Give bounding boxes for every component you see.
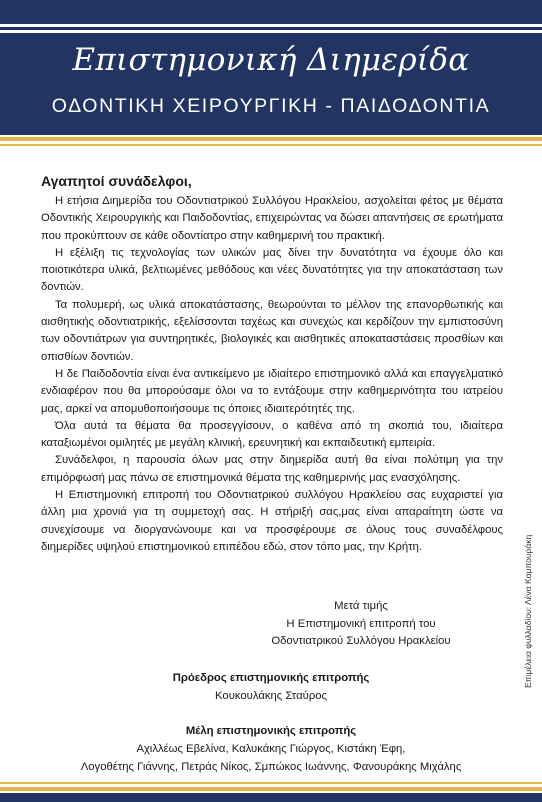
gold-divider-bottom [0, 780, 542, 802]
closing-signature [232, 598, 490, 651]
president-heading: Πρόεδρος επιστημονικής επιτροπής [172, 672, 370, 684]
header-stripe [0, 24, 542, 33]
paragraph: Η ετήσια Διημερίδα του Οδοντιατρικού Συλλόγου Ηρακλείου, ασχολείται φέτος με θέματα Οδοντικής Χειρουργικής και Παιδοδοντίας, επιχειρώντας να δώσει απαντήσεις σε ερωτήματα που προκύπτουν σε κάθε οδοντίατρο στην καθημερινή του πρακτική. [41, 195, 503, 242]
gold-divider-top [0, 130, 542, 156]
greeting: Αγαπητοί συνάδελφοι, [41, 173, 192, 189]
president-section [0, 669, 542, 705]
members-section [0, 722, 542, 776]
members-line: Λογοθέτης Γιάννης, Πετράς Νίκος, Σμπώκος Ιωάννης, Φανουράκης Μιχάλης [80, 761, 462, 773]
letter-body [41, 172, 503, 556]
closing-line: Μετά τιμής [334, 600, 388, 612]
members-line: Αχιλλέως Εβελίνα, Καλυκάκης Γιώργος, Κιστάκη Έφη, [136, 743, 406, 755]
credit-text: Επιμέλεια φυλλαδίου: Λένα Καμπουράκη [523, 534, 533, 688]
members-heading: Μέλη επιστημονικής επιτροπής [185, 725, 357, 737]
closing-line: Η Επιστημονική επιτροπή του [286, 617, 436, 630]
paragraph: Όλα αυτά τα θέματα θα προσεγγίσουν, ο καθένα από τη σκοπιά του, ιδιαίτερα καταξιωμένοι ομιλητές με μεγάλη κλινική, ερευνητική και εκπαιδευτική εμπειρία. [41, 419, 503, 450]
paragraph: Τα πολυμερή, ως υλικά αποκατάστασης, θεωρούνται το μέλλον της επανορθωτικής και αισθητικής οδοντιατρικής, εξελίσσονται ταχέως και συνεχώς και κερδίζουν την εμπιστοσύνη των οδοντιάτρων για συντηρητικές, βιολογικές και αισθητικές αποκαταστάσεις προσθίων και οπισθίων δοντιών. [41, 298, 503, 363]
president-name: Κουκουλάκης Σταύρος [215, 690, 327, 702]
paragraph: Συνάδελφοι, η παρουσία όλων μας στην διημερίδα αυτή θα είναι πολύτιμη για την επιμόρφωσή μας πάνω σε επιστημονικά θέματα της καθημερινής μας ενασχόλησης. [41, 454, 503, 484]
banner-subtitle: ΟΔΟΝΤΙΚΗ ΧΕΙΡΟΥΡΓΙΚΗ - ΠΑΙΔΟΔΟΝΤΙΑ [51, 95, 491, 117]
closing-line: Οδοντιατρικού Συλλόγου Ηρακλείου [271, 635, 451, 647]
paragraph: Η εξέλιξη τις τεχνολογίας των υλικών μας δίνει την δυνατότητα να έχουμε όλο και ποιοτικότερα υλικά, βελτιωμένες μεθόδους και νέες δυνατότητες για την αποκατάσταση των δοντιών. [41, 246, 503, 294]
paragraph: Η δε Παιδοδοντία είναι ένα αντικείμενο με ιδιαίτερο επιστημονικό αλλά και επαγγελματικό ενδιαφέρον που θα μπορούσαμε όλοι να το εντάξουμε στην καθημερινότητα του ιατρείου μας, αρκεί να απομυθοποιήσουμε τις όποιες ιδιαιτερότητές της. [41, 367, 503, 415]
banner-title: Επιστημονική Διημερίδα [72, 42, 470, 78]
paragraph: Η Επιστημονική επιτροπή του Οδοντιατρικού συλλόγου Ηρακλείου σας ευχαριστεί για άλλη μια χρονιά για τη συμμετοχή σας. Η στήριξή σας,μας είναι απαραίτητη ώστε να συνεχίσουμε να διοργανώνουμε και να προσφέρουμε σε όλους τους συναδέλφους διημερίδες υψηλού επιστημονικού επιπέδου εδώ, στον τόπο μας, την Κρήτη. [41, 489, 503, 553]
side-credit [520, 490, 538, 690]
